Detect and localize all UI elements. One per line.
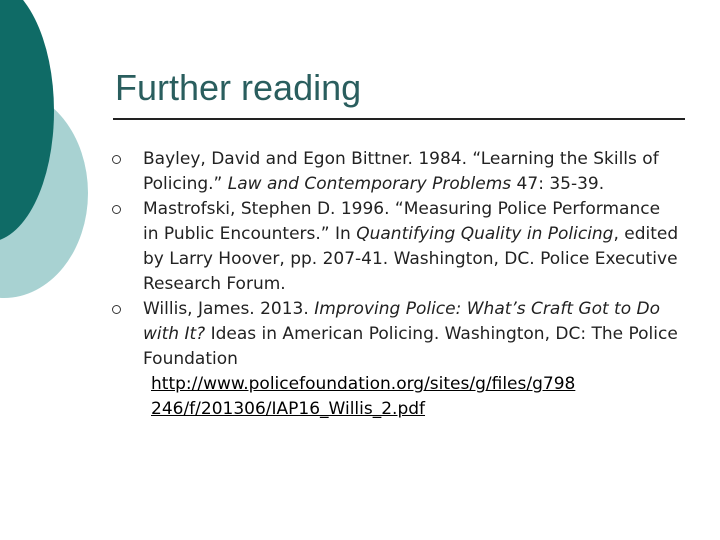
reference-url-line-1[interactable]: http://www.policefoundation.org/sites/g/files/g798 (151, 374, 576, 394)
reference-details: 47: 35-39. (511, 174, 605, 194)
reference-authors: Mastrofski, Stephen D. 1996. “Measuring Police Performance in Public Encounters.” In (143, 199, 661, 244)
title-underline-rule (113, 118, 685, 120)
reference-details: Ideas in American Policing. Washington, DC: The Police Foundation (143, 324, 678, 369)
reference-item-willis (110, 297, 680, 422)
reference-book: Improving Police: What’s Craft Got to Do with It? (143, 299, 660, 344)
reference-url-line-2[interactable]: 246/f/201306/IAP16_Willis_2.pdf (151, 399, 426, 419)
reference-item-bayley (110, 147, 680, 197)
reference-url-link[interactable] (143, 372, 680, 422)
reference-item-mastrofski (110, 197, 680, 297)
slide-title: Further reading (115, 67, 362, 108)
reference-details: , edited by Larry Hoover, pp. 207-41. Washington, DC. Police Executive Research Forum. (143, 224, 679, 294)
reference-book: Quantifying Quality in Policing (356, 224, 614, 244)
circle-bullet-icon (112, 205, 121, 214)
reference-authors: Willis, James. 2013. (143, 299, 315, 319)
circle-bullet-icon (112, 155, 121, 164)
circle-bullet-icon (112, 305, 121, 314)
reference-list (110, 147, 680, 422)
reference-journal: Law and Contemporary Problems (227, 174, 512, 194)
reference-authors: Bayley, David and Egon Bittner. 1984. “Learning the Skills of Policing.” (143, 149, 659, 194)
